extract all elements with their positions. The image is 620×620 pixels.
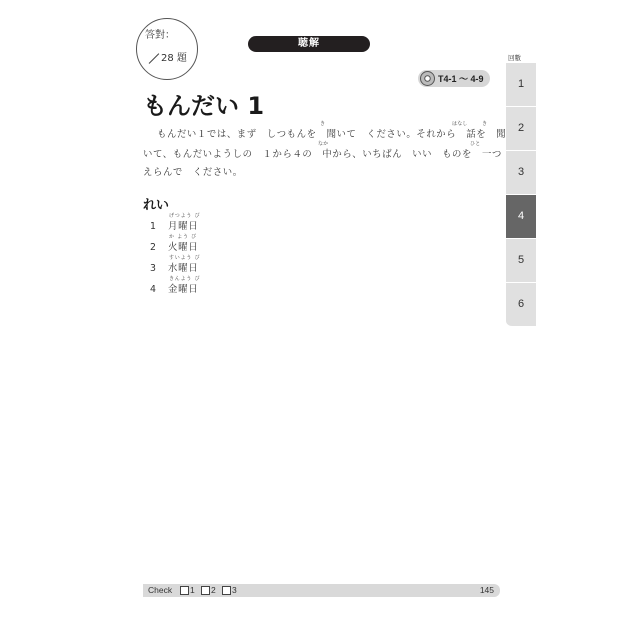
audio-track-label: T4-1 ～ 4-9	[438, 74, 484, 84]
furigana: き	[320, 121, 326, 127]
score-circle	[136, 18, 198, 80]
option-ruby: か よう び	[169, 234, 197, 240]
check-box-2[interactable]	[201, 586, 210, 595]
furigana: き	[482, 121, 488, 127]
score-slash	[149, 53, 160, 64]
check-box-label: 2	[211, 585, 216, 595]
tabs-header: 回數	[508, 54, 521, 62]
check-label: Check	[148, 585, 173, 595]
answer-option	[150, 260, 199, 274]
section-label: 聴解	[248, 36, 370, 52]
audio-track-badge	[418, 70, 490, 87]
example-heading: れい	[143, 198, 170, 213]
option-ruby: すいよう び	[169, 255, 201, 261]
tab-2[interactable]: 2	[506, 107, 536, 151]
tab-5[interactable]: 5	[506, 239, 536, 283]
page-number: 145	[479, 585, 494, 595]
option-text: 水曜日	[168, 263, 199, 274]
tab-1[interactable]: 1	[506, 63, 536, 107]
instruction-line: もんだい１では、まず しつもんを 聞いて ください。それから 話を 聞	[157, 129, 507, 140]
option-number: 4	[150, 284, 156, 295]
option-text: 金曜日	[168, 284, 199, 295]
instruction-line: いて、もんだいようしの １から４の 中から、いちばん いい ものを 一つ	[143, 149, 502, 160]
furigana: はなし	[452, 121, 468, 127]
option-number: 3	[150, 263, 156, 274]
score-total: 28 題	[161, 53, 187, 64]
option-number: 2	[150, 242, 156, 253]
instruction-line: えらんで ください。	[143, 167, 243, 178]
option-number: 1	[150, 221, 156, 232]
answer-option	[150, 218, 199, 232]
furigana: なか	[318, 141, 329, 147]
tab-4[interactable]: 4	[506, 195, 536, 239]
footer-check-bar	[143, 584, 500, 597]
check-box-label: 3	[232, 585, 237, 595]
tab-3[interactable]: 3	[506, 151, 536, 195]
option-text: 月曜日	[168, 221, 199, 232]
score-label: 答對：	[145, 30, 175, 41]
answer-option	[150, 281, 199, 295]
option-text: 火曜日	[168, 242, 199, 253]
check-box-label: 1	[190, 585, 195, 595]
option-ruby: きんよう び	[169, 276, 201, 282]
cd-icon	[420, 71, 435, 86]
answer-option	[150, 239, 199, 253]
furigana: ひと	[470, 141, 481, 147]
option-ruby: げつよう び	[169, 213, 201, 219]
check-box-3[interactable]	[222, 586, 231, 595]
page-title: もんだい 1	[143, 92, 265, 120]
check-box-1[interactable]	[180, 586, 189, 595]
tab-6[interactable]: 6	[506, 283, 536, 327]
